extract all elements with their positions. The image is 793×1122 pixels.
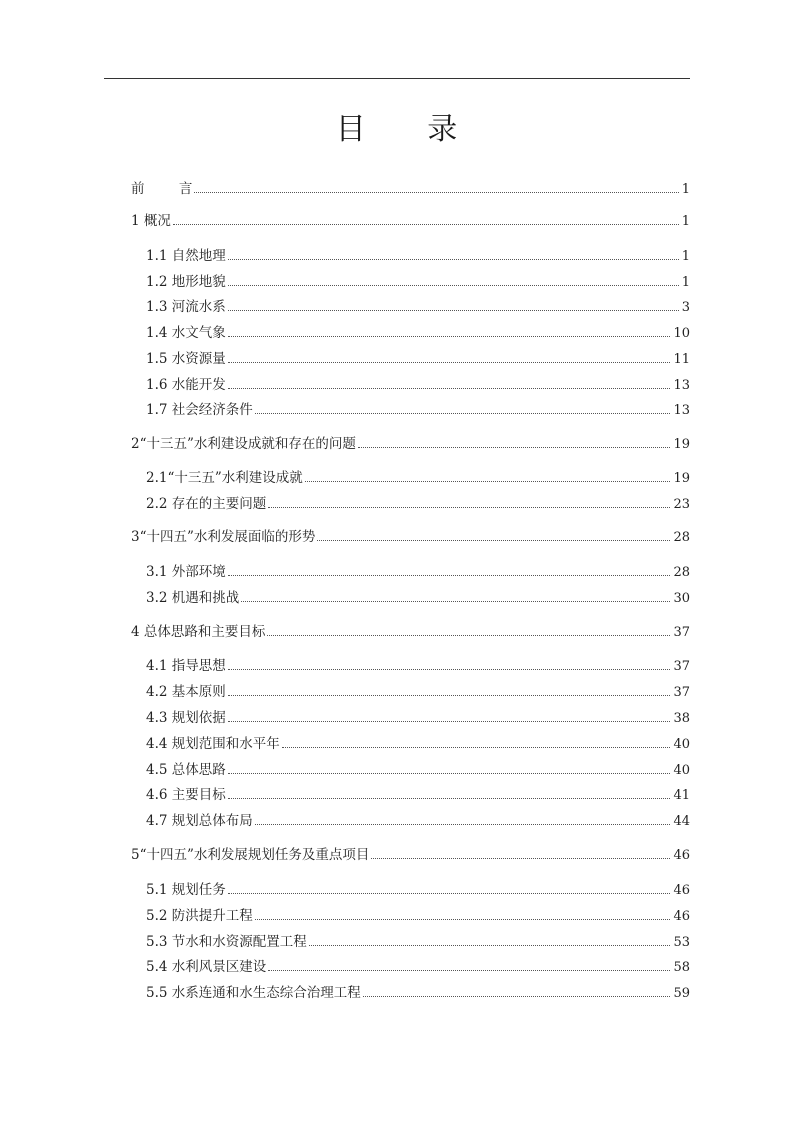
toc-entry[interactable] [146, 274, 690, 290]
toc-leader-dots [228, 773, 671, 774]
toc-entry[interactable] [146, 934, 690, 950]
toc-leader-dots [228, 695, 671, 696]
header-rule [104, 78, 690, 79]
toc-entry-label: 5.5 水系连通和水生态综合治理工程 [146, 985, 361, 1001]
toc-entry[interactable] [146, 299, 690, 315]
toc-leader-dots [194, 192, 678, 193]
toc-entry-label: 2“十三五”水利建设成就和存在的问题 [131, 436, 356, 452]
toc-leader-dots [267, 635, 670, 636]
toc-entry-label: 4 总体思路和主要目标 [131, 624, 266, 640]
toc-entry-page-number: 28 [673, 530, 690, 545]
toc-entry[interactable] [146, 684, 690, 700]
toc-entry[interactable] [131, 213, 690, 229]
toc-entry[interactable] [131, 436, 690, 452]
toc-leader-dots [173, 224, 679, 225]
toc-leader-dots [241, 601, 670, 602]
toc-entry[interactable] [146, 402, 690, 418]
toc-entry-page-number: 58 [673, 960, 690, 975]
toc-leader-dots [255, 919, 671, 920]
toc-entry[interactable] [131, 847, 690, 863]
toc-entry[interactable] [146, 882, 690, 898]
toc-entry-label: 4.5 总体思路 [146, 762, 226, 778]
toc-entry-label: 3“十四五”水利发展面临的形势 [131, 529, 316, 545]
toc-entry-label: 4.7 规划总体布局 [146, 813, 253, 829]
toc-leader-dots [228, 721, 671, 722]
toc-entry[interactable] [146, 813, 690, 829]
toc-leader-dots [228, 285, 679, 286]
toc-leader-dots [282, 747, 671, 748]
toc-entry-page-number: 1 [681, 249, 690, 264]
toc-leader-dots [371, 858, 670, 859]
toc-entry[interactable] [146, 248, 690, 264]
toc-leader-dots [268, 970, 670, 971]
toc-entry[interactable] [146, 762, 690, 778]
toc-leader-dots [309, 945, 671, 946]
toc-entry[interactable] [146, 710, 690, 726]
toc-entry[interactable] [131, 529, 690, 545]
toc-entry-label: 1.3 河流水系 [146, 299, 226, 315]
toc-entry-page-number: 41 [673, 788, 690, 803]
toc-entry-page-number: 23 [673, 497, 690, 512]
toc-entry[interactable] [146, 377, 690, 393]
toc-leader-dots [228, 362, 671, 363]
toc-entry-label: 5.2 防洪提升工程 [146, 908, 253, 924]
toc-entry[interactable] [146, 325, 690, 341]
toc-leader-dots [228, 893, 671, 894]
toc-entry[interactable] [146, 470, 690, 486]
toc-entry[interactable] [146, 658, 690, 674]
toc-entry-label: 4.3 规划依据 [146, 710, 226, 726]
toc-leader-dots [358, 447, 671, 448]
toc-entry-page-number: 28 [673, 565, 690, 580]
toc-entry-page-number: 10 [673, 326, 690, 341]
toc-entry[interactable] [146, 496, 690, 512]
toc-entry-label: 5.3 节水和水资源配置工程 [146, 934, 307, 950]
toc-entry-page-number: 13 [673, 378, 690, 393]
toc-entry-label: 2.1“十三五”水利建设成就 [146, 470, 303, 486]
toc-entry-page-number: 46 [673, 909, 690, 924]
toc-entry-page-number: 3 [681, 300, 690, 315]
toc-entry[interactable] [146, 985, 690, 1001]
toc-entry-label: 3.2 机遇和挑战 [146, 590, 240, 606]
toc-entry-label: 前 言 [131, 181, 193, 197]
toc-entry-page-number: 1 [681, 182, 690, 197]
toc-entry[interactable] [146, 351, 690, 367]
toc-entry-page-number: 40 [673, 737, 690, 752]
toc-entry-page-number: 46 [673, 883, 690, 898]
toc-entry-page-number: 13 [673, 403, 690, 418]
toc-entry[interactable] [146, 959, 690, 975]
toc-entry-page-number: 11 [673, 352, 690, 367]
toc-entry-label: 1.5 水资源量 [146, 351, 226, 367]
toc-entry-page-number: 30 [673, 591, 690, 606]
toc-entry-page-number: 1 [681, 275, 690, 290]
toc-entry-page-number: 37 [673, 659, 690, 674]
toc-entry-label: 1.4 水文气象 [146, 325, 226, 341]
toc-entry-label: 1.7 社会经济条件 [146, 402, 253, 418]
toc-leader-dots [268, 507, 670, 508]
toc-entry-page-number: 44 [673, 814, 690, 829]
toc-entry-label: 1.2 地形地貌 [146, 274, 226, 290]
toc-entry-label: 5.1 规划任务 [146, 882, 226, 898]
toc-entry-label: 1 概况 [131, 213, 171, 229]
toc-entry-page-number: 19 [673, 437, 690, 452]
toc-entry[interactable] [146, 590, 690, 606]
toc-entry-page-number: 46 [673, 848, 690, 863]
toc-entry[interactable] [146, 736, 690, 752]
toc-leader-dots [255, 824, 671, 825]
toc-entry-label: 4.1 指导思想 [146, 658, 226, 674]
toc-entry[interactable] [146, 908, 690, 924]
toc-leader-dots [317, 540, 670, 541]
toc-entry-page-number: 38 [673, 711, 690, 726]
toc-entry[interactable] [131, 181, 690, 197]
toc-leader-dots [228, 669, 671, 670]
toc-entry-label: 1.6 水能开发 [146, 377, 226, 393]
toc-leader-dots [228, 575, 671, 576]
toc-leader-dots [228, 310, 679, 311]
toc-leader-dots [228, 388, 671, 389]
toc-entry-label: 4.2 基本原则 [146, 684, 226, 700]
toc-entry-page-number: 37 [673, 685, 690, 700]
toc-entry-label: 3.1 外部环境 [146, 564, 226, 580]
toc-leader-dots [305, 481, 671, 482]
toc-leader-dots [228, 259, 679, 260]
toc-entry[interactable] [131, 624, 690, 640]
toc-leader-dots [363, 996, 671, 997]
toc-entry-label: 4.6 主要目标 [146, 787, 226, 803]
toc-leader-dots [255, 413, 671, 414]
toc-entry-page-number: 37 [673, 625, 690, 640]
toc-entry-label: 2.2 存在的主要问题 [146, 496, 267, 512]
page-title: 目 录 [335, 112, 484, 147]
toc-entry[interactable] [146, 564, 690, 580]
toc-entry-page-number: 40 [673, 763, 690, 778]
toc-entry[interactable] [146, 787, 690, 803]
toc-entry-page-number: 53 [673, 935, 690, 950]
toc-entry-label: 1.1 自然地理 [146, 248, 226, 264]
toc-entry-label: 5“十四五”水利发展规划任务及重点项目 [131, 847, 370, 863]
toc-entry-page-number: 59 [673, 986, 690, 1001]
toc-leader-dots [228, 336, 671, 337]
toc-entry-page-number: 19 [673, 471, 690, 486]
toc-entry-page-number: 1 [681, 214, 690, 229]
toc-entry-label: 5.4 水利风景区建设 [146, 959, 267, 975]
toc-entry-label: 4.4 规划范围和水平年 [146, 736, 280, 752]
toc-leader-dots [228, 798, 671, 799]
